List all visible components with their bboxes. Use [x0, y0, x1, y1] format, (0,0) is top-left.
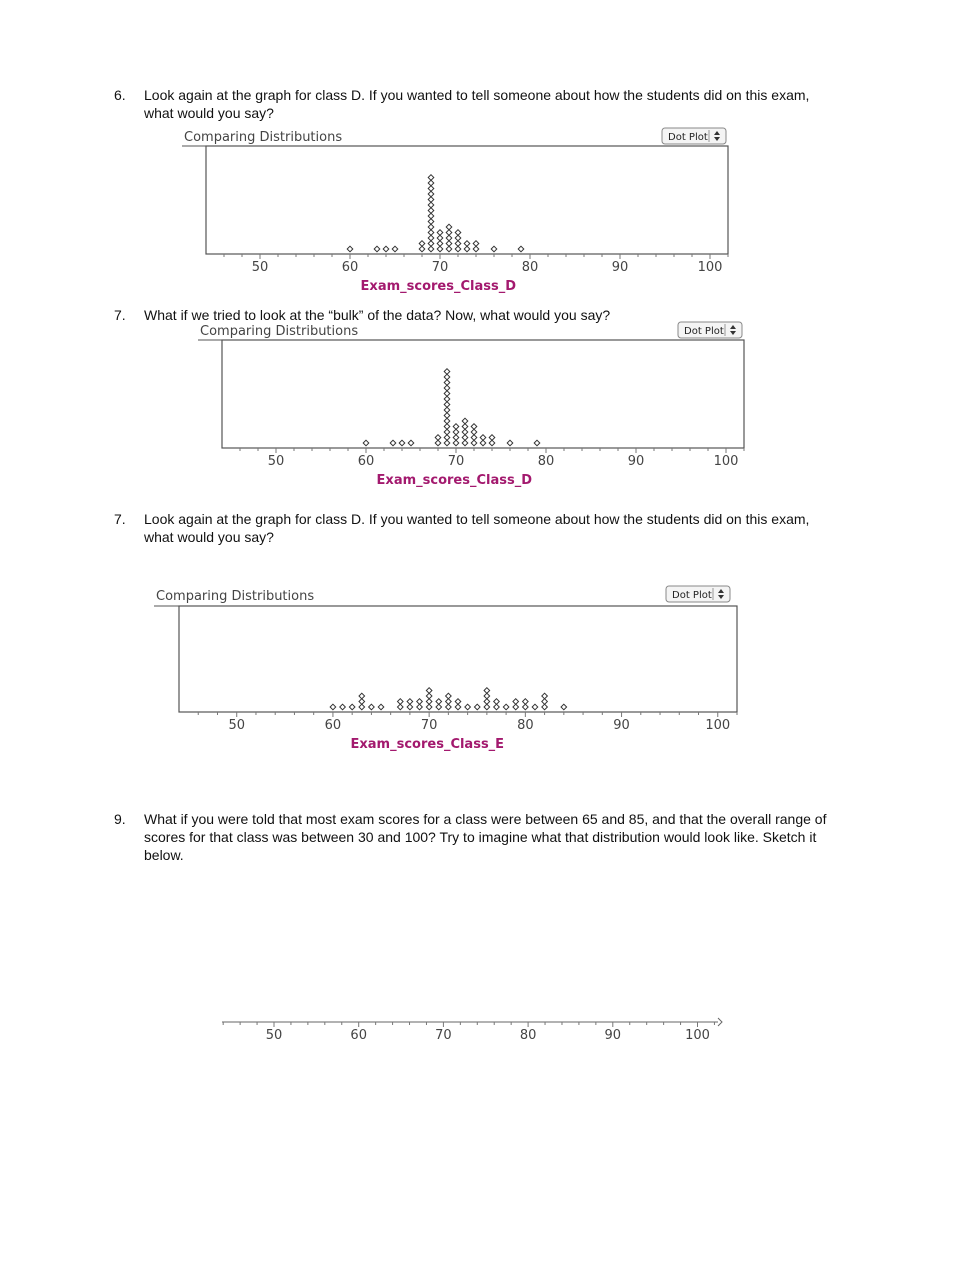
tick-label: 80: [521, 260, 539, 275]
question-number: 6.: [114, 87, 126, 103]
dot-plot-select-label: Dot Plot: [672, 590, 712, 601]
tick-label: 50: [267, 454, 285, 469]
tick-label: 60: [350, 1028, 367, 1043]
dot-plot-select[interactable]: [678, 322, 742, 338]
question-number: 9.: [114, 811, 126, 827]
plot-title: Comparing Distributions: [156, 589, 315, 604]
x-axis-label: Exam_scores_Class_D: [376, 473, 533, 488]
plot-title: Comparing Distributions: [200, 324, 359, 339]
tick-label: 90: [613, 718, 630, 733]
tick-label: 90: [604, 1028, 622, 1043]
tick-label: 90: [627, 454, 645, 469]
question-text: What if we tried to look at the “bulk” of the data? Now, what would you say?: [144, 307, 611, 323]
question-text: Look again at the graph for class D. If you wanted to tell someone about how the students did on this exam, what would you say?: [144, 87, 810, 121]
plot-title: Comparing Distributions: [184, 130, 343, 145]
sketch-axis: [218, 1012, 728, 1052]
dot-plot-select[interactable]: [666, 586, 730, 602]
dot-plot-select[interactable]: [662, 128, 726, 144]
tick-label: 60: [357, 454, 375, 469]
tick-label: 70: [435, 1028, 452, 1043]
plot-frame: [206, 146, 728, 254]
dot-plot-select-label: Dot Plot: [684, 326, 724, 337]
question-text: What if you were told that most exam scores for a class were between 65 and 85, and that the overall range of scores for that class was between 30 and 100? Try to imagine what that distribution would look like. Sketch it below.: [144, 811, 827, 863]
tick-label: 80: [537, 454, 555, 469]
question-number: 7.: [114, 511, 126, 527]
tick-label: 70: [447, 454, 465, 469]
dot-plot-select-label: Dot Plot: [668, 132, 708, 143]
tick-label: 100: [685, 1028, 710, 1043]
axis-arrow-icon: [718, 1018, 722, 1026]
question-text: Look again at the graph for class D. If you wanted to tell someone about how the students did on this exam, what would you say?: [144, 511, 810, 545]
tick-label: 100: [697, 260, 723, 275]
tick-label: 50: [265, 1028, 283, 1043]
plot-frame: [222, 340, 744, 448]
tick-label: 90: [611, 260, 629, 275]
tick-label: 60: [341, 260, 359, 275]
dot-plot-class-d-2: [194, 320, 754, 490]
tick-label: 70: [420, 718, 438, 733]
dot-plot-class-d-1: [178, 126, 738, 296]
tick-label: 70: [431, 260, 449, 275]
tick-label: 50: [228, 718, 245, 733]
dot-plot-class-e: [150, 584, 750, 764]
question-number: 7.: [114, 307, 126, 323]
tick-label: 80: [519, 1028, 537, 1043]
tick-label: 100: [713, 454, 739, 469]
tick-label: 60: [324, 718, 342, 733]
tick-label: 100: [705, 718, 731, 733]
tick-label: 50: [251, 260, 269, 275]
tick-label: 80: [517, 718, 534, 733]
x-axis-label: Exam_scores_Class_D: [360, 279, 517, 294]
x-axis-label: Exam_scores_Class_E: [350, 737, 505, 752]
plot-frame: [179, 606, 737, 712]
